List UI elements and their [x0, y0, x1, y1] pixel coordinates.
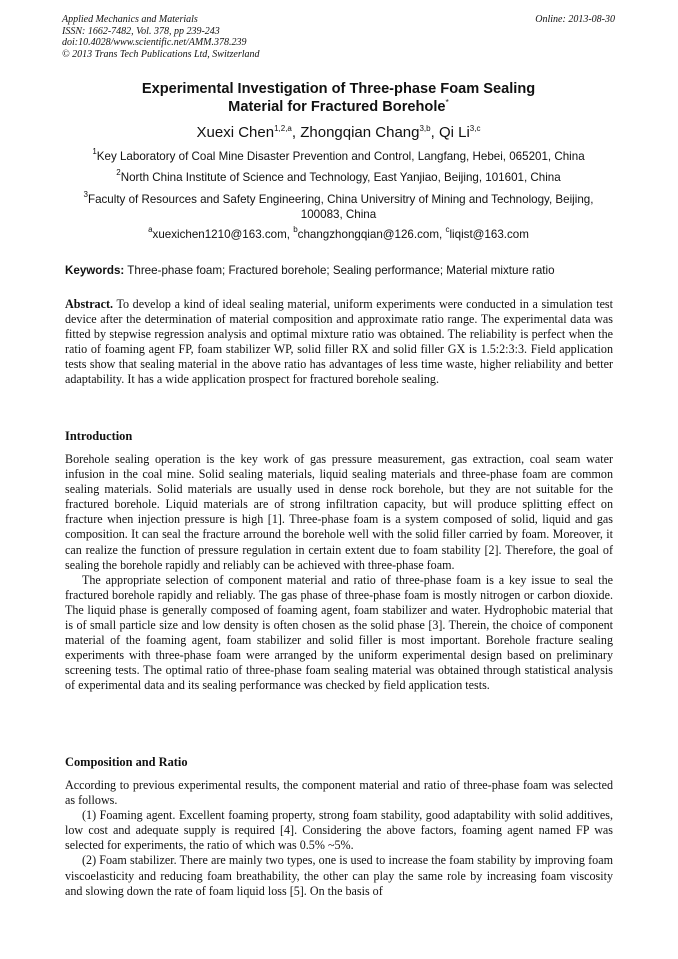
introduction-paragraph-1: Borehole sealing operation is the key work of gas pressure measurement, gas extraction, coal seam water infusion in the coal mine. Solid sealing materials, liquid sealing materials and three-phase foam are common sealing materials. Solid materials are usually used in dense rock borehole, but they are not suitable for the fractured borehole. Liquid materials are of strong infiltration capacity, but will produce splitting effect on fracture when injection pressure is high [1]. Three-phase foam is a system composed of solid, liquid and gas composition. It can seal the fracture arround the borehole well with the solid filler carried by foam. Moreover, it can realize the function of pressure regulation in certain extent due to foam stability [2]. Therefore, the goal of sealing the borehole rapidly and reliably can be achieved with three-phase foam. — [65, 452, 613, 572]
keywords-label: Keywords: — [65, 264, 125, 277]
author-separator: , — [291, 124, 301, 141]
copyright-line: © 2013 Trans Tech Publications Ltd, Switzerland — [62, 48, 260, 60]
author-separator: , — [430, 124, 439, 141]
keywords-text: Three-phase foam; Fractured borehole; Sealing performance; Material mixture ratio — [124, 264, 555, 277]
author-superscript: 3,b — [419, 124, 431, 133]
email-superscript: a — [148, 225, 153, 234]
composition-paragraph-3: (2) Foam stabilizer. There are mainly two types, one is used to increase the foam stability by improving foam viscoelasticity and reducing foam breathability, the other can play the same role by increasing foam viscosity and slowing down the rate of foam liquid loss [5]. On the basis of — [65, 853, 613, 898]
title-line-1: Experimental Investigation of Three-phase Foam Sealing — [141, 81, 536, 97]
title-line-2-text: Material for Fractured Borehole — [228, 98, 446, 115]
title-line-2 — [62, 96, 615, 117]
abstract-text: To develop a kind of ideal sealing material, uniform experiments were conducted in a simulation test device after the determination of material composition and approximate ratio range. The experimental data was fitted by stepwise regression analysis and optimal mixture ratio was obtained. The reliability is perfect when the ratio of foaming agent FP, foam stabilizer WP, solid filler RX and solid filler GX is 1.5:2:3:3. Field application tests show that sealing material in the above ratio has advantages of less time waste, higher reliability and better adaptability. It has a wide application prospect for fractured borehole sealing. — [65, 297, 613, 387]
online-date: Online: 2013-08-30 — [535, 14, 615, 25]
author-list — [62, 123, 615, 142]
journal-name: Applied Mechanics and Materials — [62, 14, 198, 25]
email-separator: , — [286, 228, 294, 241]
introduction-paragraph-2: The appropriate selection of component material and ratio of three-phase foam is a key issue to seal the fractured borehole rapidly and reliably. The gas phase of three-phase foam is mostly nitrogen or carbon dioxide. The liquid phase is generally composed of foaming agent, foam stabilizer and water. Hydrophobic material that is of small particle size and low density is often chosen as the solid phase [3]. Therein, the choice of component material of the foaming agent, foam stabilizer and solid filler is most important. Borehole fracture sealing experiments with three-phase foam were arranged by the uniform experimental design based on preliminary screening tests. The optimal ratio of three-phase foam sealing material was obtained through statistical analysis of experimental data and its sealing performance was checked by field application tests. — [65, 572, 613, 693]
author-superscript: 1,2,a — [274, 124, 292, 133]
affiliation-superscript: 1 — [92, 147, 97, 156]
doi-line: doi:10.4028/www.scientific.net/AMM.378.239 — [62, 37, 247, 48]
introduction-body — [65, 452, 613, 694]
email-separator: , — [439, 228, 446, 241]
affiliation-superscript: 2 — [116, 168, 121, 177]
affiliation-3 — [62, 192, 615, 222]
author-superscript: 3,c — [469, 124, 481, 133]
affiliation-1 — [62, 149, 615, 164]
title-footnote-mark: * — [445, 96, 449, 107]
email-list — [62, 227, 615, 242]
keywords — [65, 263, 618, 278]
abstract-label: Abstract. — [65, 297, 114, 311]
author-name: Zhongqian Chang — [300, 124, 420, 141]
journal-header — [62, 14, 615, 60]
affiliation-2 — [62, 170, 615, 185]
email-link[interactable]: liqist@163.com — [449, 228, 529, 241]
composition-paragraph-1: According to previous experimental results, the component material and ratio of three-phase foam was selected as follows. — [65, 778, 613, 808]
author-name: Qi Li — [438, 124, 470, 141]
composition-heading: Composition and Ratio — [65, 755, 188, 769]
affiliation-superscript: 3 — [83, 190, 88, 199]
affiliation-text: Faculty of Resources and Safety Engineering, China Universitry of Mining and Technology, Beijing, 100083, China — [87, 193, 594, 221]
email-link[interactable]: changzhongqian@126.com — [297, 228, 440, 241]
affiliation-text: North China Institute of Science and Technology, East Yanjiao, Beijing, 101601, China — [120, 171, 561, 184]
composition-paragraph-2: (1) Foaming agent. Excellent foaming property, strong foam stability, good adaptability with solid additives, low cost and adequate supply is required [4]. Considering the above factors, foaming agent named FP was selected for experiments, the ratio of which was 0.5% ~5%. — [65, 808, 613, 853]
paper-title — [62, 81, 615, 116]
author-name: Xuexi Chen — [196, 124, 275, 141]
email-link[interactable]: xuexichen1210@163.com — [152, 228, 287, 241]
email-superscript: b — [293, 225, 298, 234]
introduction-heading: Introduction — [65, 429, 133, 443]
abstract — [65, 297, 613, 388]
issn-line: ISSN: 1662-7482, Vol. 378, pp 239-243 — [62, 25, 220, 37]
composition-body — [65, 778, 613, 899]
email-superscript: c — [445, 225, 450, 234]
affiliation-text: Key Laboratory of Coal Mine Disaster Prevention and Control, Langfang, Hebei, 065201, China — [96, 150, 585, 163]
abstract-paragraph — [65, 297, 613, 388]
